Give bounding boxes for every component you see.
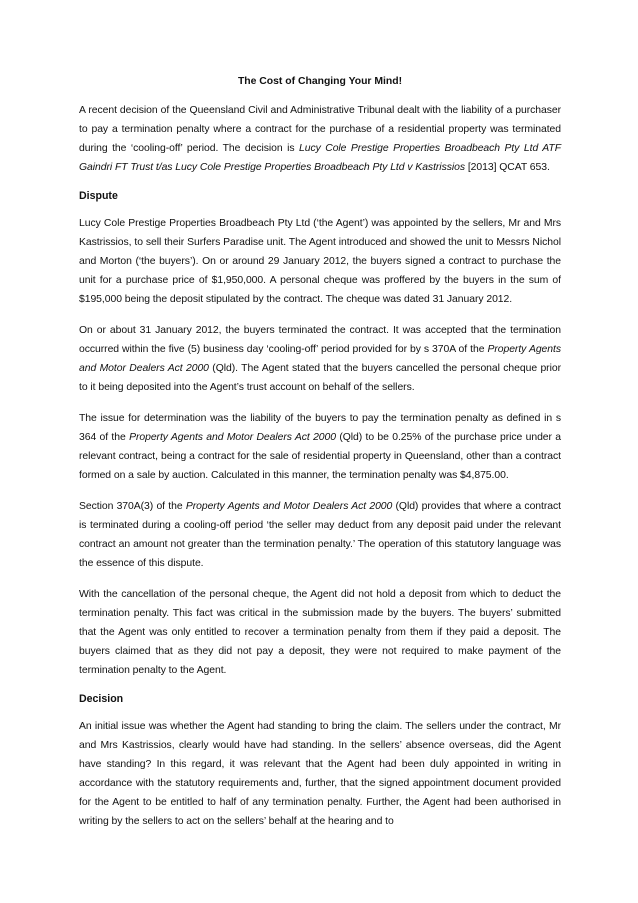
dispute-paragraph-5: With the cancellation of the personal cheque, the Agent did not hold a deposit from which to deduct the termination penalty. This fact was critical in the submission made by the buyers. The buyers’ submitted that the Agent was only entitled to recover a termination penalty from them if they paid a deposit. The buyers claimed that as they did not pay a deposit, they were not required to make payment of the termination penalty to the Agent. bbox=[79, 589, 561, 676]
dispute-p4-text-1: Section 370A(3) of the bbox=[79, 501, 186, 512]
case-name: Lucy Cole Prestige Properties Broadbeach Pty Ltd ATF Gaindri FT Trust t/as Lucy Cole Prestige Properties Broadbeach Pty Ltd v Kastrissios bbox=[79, 143, 561, 173]
dispute-p3-text-2: (Qld) to be 0.25% of the purchase price under a relevant contract, being a contract for the sale of residential property in Queensland, other than a contract formed on a sale by auction. Calculated in this manner, the termination penalty was $4,875.00. bbox=[79, 432, 561, 481]
decision-paragraph-1: An initial issue was whether the Agent had standing to bring the claim. The sellers under the contract, Mr and Mrs Kastrissios, clearly would have had standing. In the sellers’ absence overseas, did the Agent have standing? In this regard, it was relevant that the Agent had been duly appointed in writing in accordance with the statutory requirements and, further, that the signed appointment document provided for the Agent to be entitled to half of any termination penalty. Further, the Agent had been authorised in writing by the sellers to act on the sellers’ behalf at the hearing and to bbox=[79, 721, 561, 827]
act-name: Property Agents and Motor Dealers Act 2000 bbox=[185, 501, 393, 512]
dispute-paragraph-2 bbox=[79, 321, 561, 397]
decision-heading: Decision bbox=[79, 693, 124, 705]
act-name: Property Agents and Motor Dealers Act 2000 bbox=[129, 432, 336, 443]
dispute-paragraph-3 bbox=[79, 409, 561, 485]
intro-paragraph bbox=[79, 101, 561, 177]
dispute-p3-text-1: The issue for determination was the liability of the buyers to pay the termination penalty as defined in s 364 of the bbox=[79, 413, 561, 443]
document-body bbox=[79, 76, 561, 843]
dispute-paragraph-1: Lucy Cole Prestige Properties Broadbeach Pty Ltd (‘the Agent’) was appointed by the sellers, Mr and Mrs Kastrissios, to sell their Surfers Paradise unit. The Agent introduced and showed the unit to Messrs Nichol and Morton (‘the buyers’). On or around 29 January 2012, the buyers signed a contract to purchase the unit for a purchase price of $1,950,000. A personal cheque was proffered by the buyers in the sum of $195,000 being the deposit stipulated by the contract. The cheque was dated 31 January 2012. bbox=[79, 218, 561, 305]
dispute-p4-text-2: (Qld) provides that where a contract is terminated during a cooling-off period ‘the seller may deduct from any deposit paid under the relevant contract an amount not greater than the termination penalty.’ The operation of this statutory language was the essence of this dispute. bbox=[79, 501, 561, 569]
document-title: The Cost of Changing Your Mind! bbox=[237, 76, 403, 87]
dispute-paragraph-4 bbox=[79, 497, 561, 573]
intro-text-1: A recent decision of the Queensland Civil and Administrative Tribunal dealt with the liability of a purchaser to pay a termination penalty where a contract for the purchase of a residential property was terminated during the ‘cooling-off’ period. The decision is bbox=[79, 105, 561, 154]
dispute-p2-text-2: (Qld). The Agent stated that the buyers cancelled the personal cheque prior to it being deposited into the Agent’s trust account on behalf of the sellers. bbox=[79, 363, 561, 393]
intro-text-2: [2013] QCAT 653. bbox=[465, 162, 550, 173]
dispute-p2-text-1: On or about 31 January 2012, the buyers terminated the contract. It was accepted that the termination occurred within the five (5) business day ‘cooling-off’ period provided for by s 370A of the bbox=[79, 325, 561, 355]
act-name: Property Agents and Motor Dealers Act 2000 bbox=[79, 344, 561, 374]
dispute-heading: Dispute bbox=[79, 190, 118, 202]
